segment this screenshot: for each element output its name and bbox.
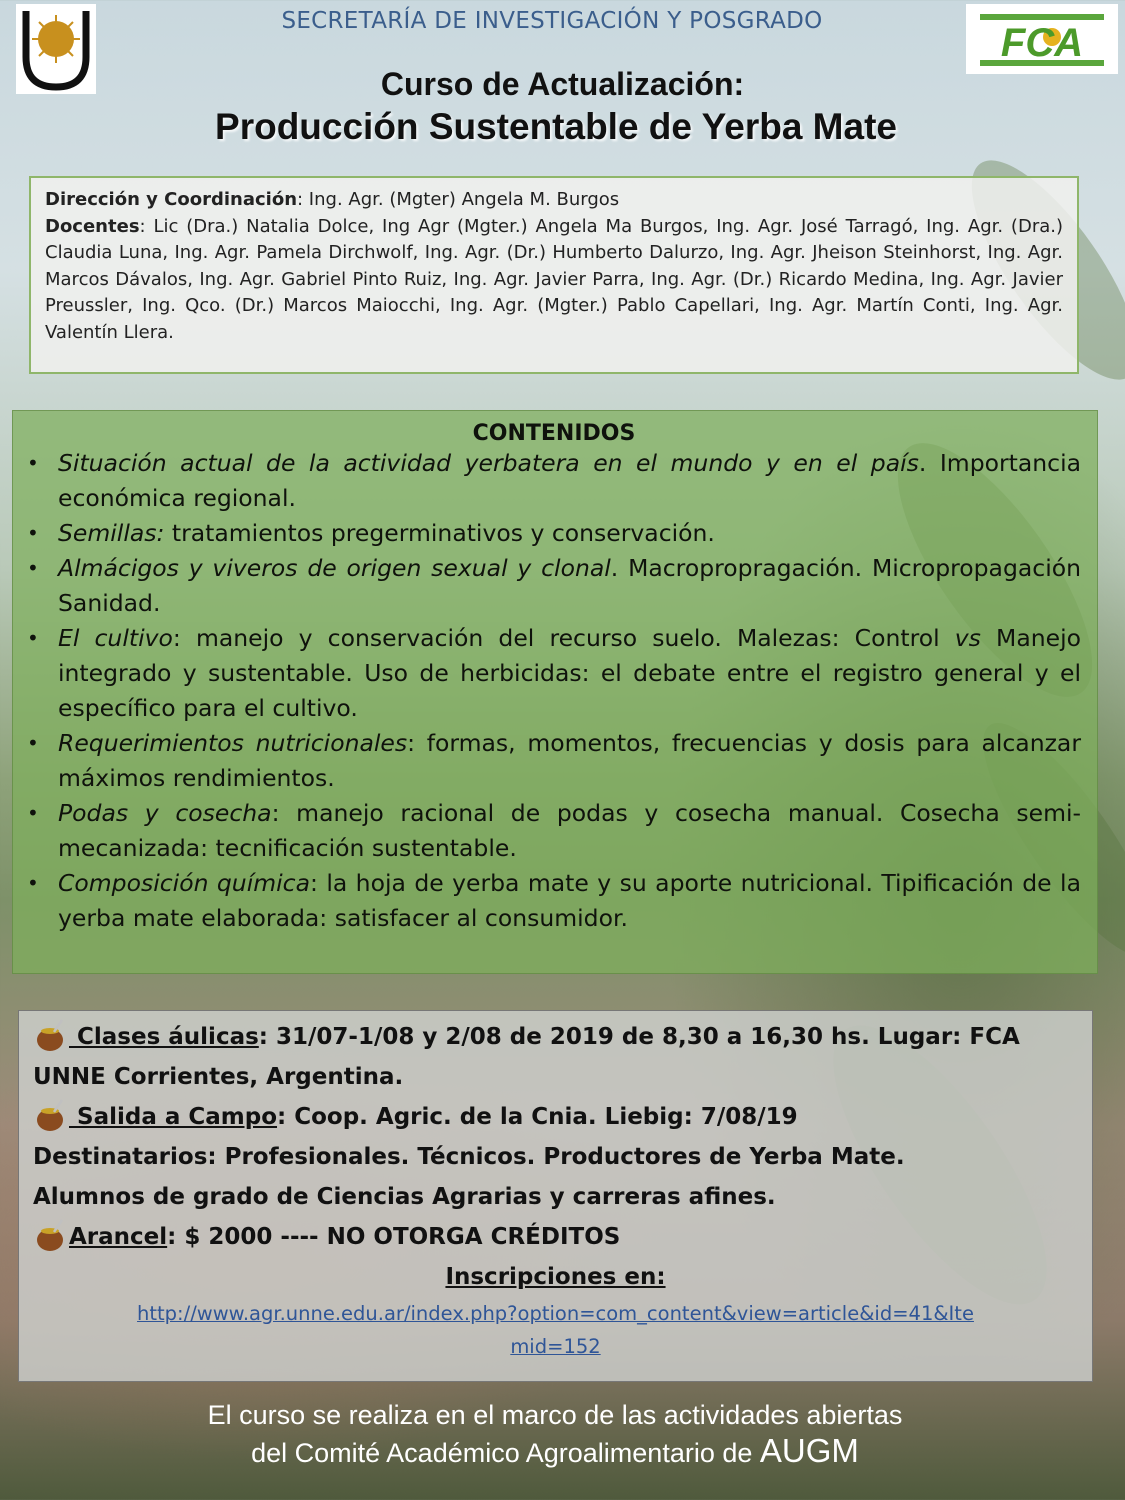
salida-label: Salida a Campo [69,1104,278,1130]
item-detail: tratamientos pregerminativos y conservación. [164,519,715,547]
item-topic: Composición química [58,869,310,897]
item-detail: : manejo racional de podas y cosecha manual. Cosecha semi-mecanizada: tecnificación sustentable. [58,799,1081,862]
footer-line-2-prefix: del Comité Académico Agroalimentario de [251,1438,760,1468]
destinatarios-line-1 [33,1137,1078,1177]
salida-value: : Coop. Agric. de la Cnia. Liebig: 7/08/19 [277,1104,798,1130]
list-item [27,621,1081,726]
fca-logo-text: FCA [1000,21,1084,65]
clases-value: : 31/07-1/08 y 2/08 de 2019 de 8,30 a 16,30 hs. Lugar: FCA [258,1024,1020,1050]
list-item [27,516,1081,551]
item-detail: . Importancia económica regional. [58,449,1082,512]
destinatarios-text-1: Destinatarios: Profesionales. Técnicos. Productores de Yerba Mate. [33,1144,905,1170]
staff-box [29,176,1079,374]
direccion-label: Dirección y Coordinación [45,189,298,210]
list-item [27,796,1081,866]
footer-line-1: El curso se realiza en el marco de las actividades abiertas [207,1400,903,1430]
arancel-value: : $ 2000 ---- NO OTORGA CRÉDITOS [167,1224,621,1250]
inscripciones-text: Inscripciones en: [445,1264,666,1290]
link-line-2[interactable]: mid=152 [510,1335,601,1358]
direccion-paragraph [45,187,1063,214]
list-item [27,866,1081,936]
footer-augm: AUGM [759,1432,859,1469]
course-title-line1: Curso de Actualización: [380,66,745,102]
salida-line [33,1097,1078,1137]
item-vs: vs [954,624,981,652]
arancel-line [33,1217,1078,1257]
item-detail: : manejo y conservación del recurso suelo. Malezas: Control [172,624,955,652]
clases-line-2 [33,1057,1078,1097]
item-detail: . Macropropragación. Micropropagación Sanidad. [58,554,1081,617]
item-topic: Semillas: [58,519,165,547]
arancel-label: Arancel [69,1224,168,1250]
docentes-paragraph [45,214,1063,347]
list-item [27,726,1081,796]
direccion-value: : Ing. Agr. (Mgter) Angela M. Burgos [297,189,620,210]
contenidos-title: CONTENIDOS [472,421,636,446]
list-item [27,446,1081,516]
clases-value-2: UNNE Corrientes, Argentina. [33,1064,404,1090]
contenidos-box [12,410,1098,974]
item-detail-2: Manejo integrado y sustentable. Uso de herbicidas: el debate entre el registro general y el específico para el cultivo. [58,624,1081,722]
secretaria-heading: SECRETARÍA DE INVESTIGACIÓN Y POSGRADO [281,8,823,34]
footer-line-2 [0,1433,1110,1471]
mate-gourd-icon [33,1218,67,1252]
destinatarios-line-2 [33,1177,1078,1217]
contenidos-list [27,446,1081,936]
info-box [18,1010,1093,1382]
mate-gourd-icon [33,1018,67,1052]
footer-text [0,1398,1110,1471]
docentes-value: : Lic (Dra.) Natalia Dolce, Ing Agr (Mgter.) Angela Ma Burgos, Ing. Agr. José Tarragó, Ing. Agr. (Dra.) Claudia Luna, Ing. Agr. Pamela Dirchwolf, Ing. Agr. (Dr.) Humberto Dalurzo, Ing. Agr. Jheison Steinhorst, Ing. Agr. Marcos Dávalos, Ing. Agr. Gabriel Pinto Ruiz, Ing. Agr. Javier Parra, Ing. Agr. (Dr.) Ricardo Medina, Ing. Agr. Javier Preussler, Ing. Qco. (Dr.) Marcos Maiocchi, Ing. Agr. (Mgter.) Pablo Capellari, Ing. Agr. Martín Conti, Ing. Agr. Valentín Llera. [45,215,1063,343]
course-title-line2: Producción Sustentable de Yerba Mate [215,106,897,147]
link-line-1[interactable]: http://www.agr.unne.edu.ar/index.php?option=com_content&view=article&id=41&Ite [137,1302,974,1325]
item-detail: : la hoja de yerba mate y su aporte nutricional. Tipificación de la yerba mate elaborada: satisfacer al consumidor. [58,869,1081,932]
item-topic: Podas y cosecha [58,799,272,827]
item-topic: El cultivo [58,624,173,652]
item-topic: Almácigos y viveros de origen sexual y clonal [58,554,611,582]
destinatarios-text-2: Alumnos de grado de Ciencias Agrarias y carreras afines. [33,1184,776,1210]
item-detail: : formas, momentos, frecuencias y dosis para alcanzar máximos rendimientos. [58,729,1081,792]
clases-label: Clases áulicas [69,1024,259,1050]
inscripciones-heading [33,1257,1078,1297]
inscripciones-link[interactable] [33,1297,1078,1363]
clases-line [33,1017,1078,1057]
item-topic: Situación actual de la actividad yerbatera en el mundo y en el país [58,449,919,477]
mate-gourd-icon [33,1098,67,1132]
docentes-label: Docentes [45,215,140,237]
list-item [27,551,1081,621]
item-topic: Requerimientos nutricionales [58,729,408,757]
